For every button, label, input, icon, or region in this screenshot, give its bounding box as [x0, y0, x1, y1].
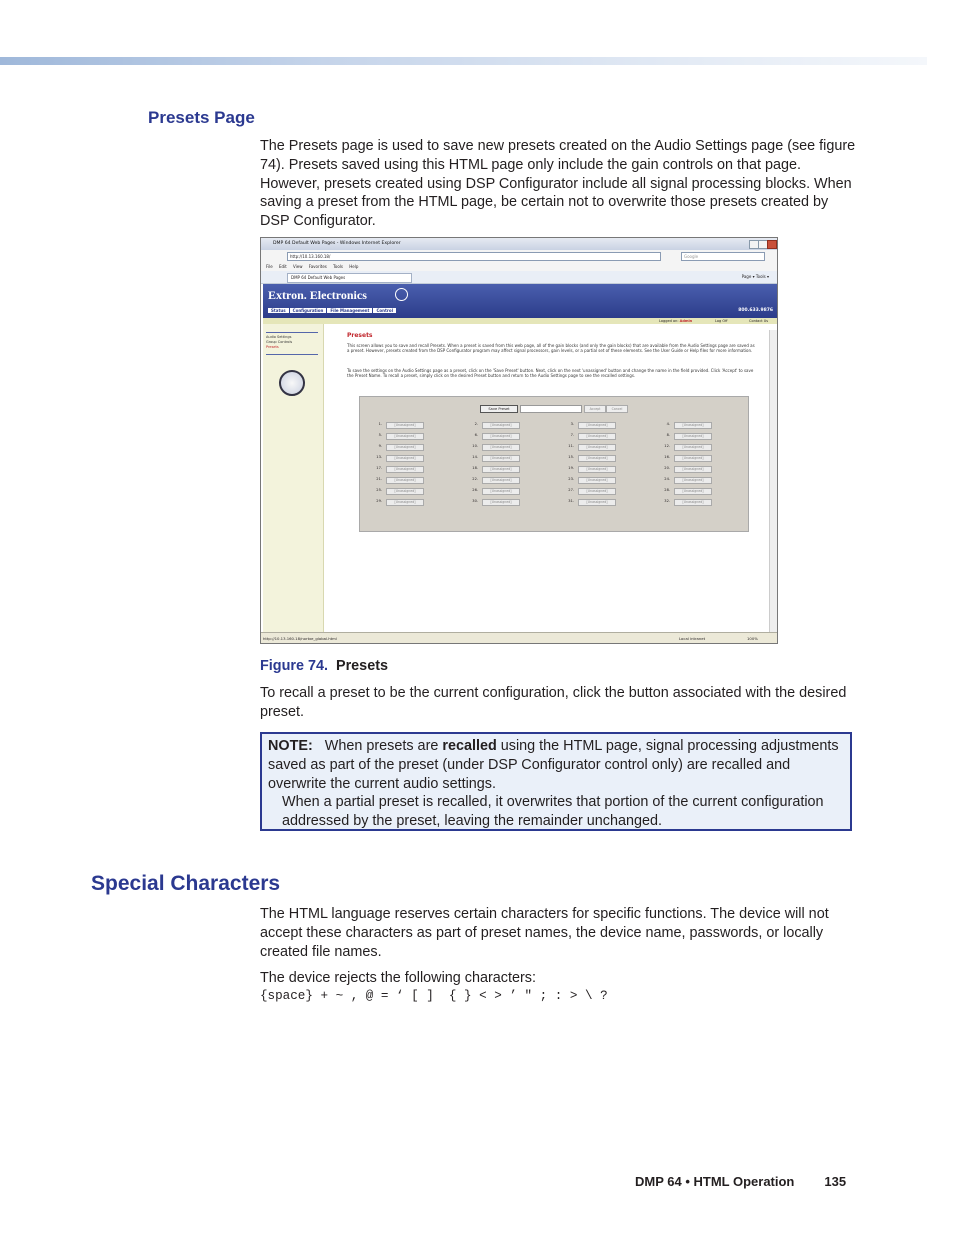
- preset-button: [Unassigned]: [482, 455, 520, 462]
- preset-button: [Unassigned]: [482, 433, 520, 440]
- preset-number: 31.: [568, 499, 574, 503]
- preset-number: 21.: [376, 477, 382, 481]
- presets-text-1: This screen allows you to save and recall Presets. When a preset is saved from this web page, all of the gain blocks (and only the gain blocks) that are available from the Audio Settings page are saved as a preset. However, presets created from the DSP Configurator program may affect signal processors, gain levels, or a partial set of these elements. See the User Guide or Help files for more information.: [347, 343, 755, 353]
- preset-button: [Unassigned]: [674, 444, 712, 451]
- preset-button: [Unassigned]: [674, 455, 712, 462]
- extron-seal-icon: [279, 370, 305, 396]
- preset-number: 23.: [568, 477, 574, 481]
- preset-number: 14.: [472, 455, 478, 459]
- side-divider: [266, 332, 318, 333]
- header-rule: [0, 57, 927, 65]
- preset-number: 27.: [568, 488, 574, 492]
- preset-number: 20.: [664, 466, 670, 470]
- preset-button: [Unassigned]: [386, 488, 424, 495]
- figure-label: Figure 74.: [260, 658, 328, 674]
- browser-tab: DMP 64 Default Web Pages: [287, 273, 412, 283]
- status-url: http://10.13.160.18/nortxe_global.html: [263, 636, 337, 641]
- side-item-presets: Presets: [266, 345, 279, 349]
- preset-button: [Unassigned]: [578, 477, 616, 484]
- note-label: NOTE:: [268, 738, 313, 754]
- side-item-audio-settings: Audio Settings: [266, 335, 292, 339]
- preset-number: 28.: [664, 488, 670, 492]
- preset-button: [Unassigned]: [674, 422, 712, 429]
- preset-number: 32.: [664, 499, 670, 503]
- preset-button: [Unassigned]: [578, 444, 616, 451]
- preset-button: [Unassigned]: [386, 477, 424, 484]
- preset-button: [Unassigned]: [482, 488, 520, 495]
- user-bar: [263, 318, 777, 324]
- note-text-post: using the HTML page, signal processing adjustments saved as part of the preset (under DSP Configurator control only) are recalled and overwrite the current audio settings.: [268, 738, 839, 792]
- footer-title: DMP 64 • HTML Operation: [635, 1174, 795, 1189]
- side-item-group-controls: Group Controls: [266, 340, 293, 344]
- logged-on: Logged on: Admin: [659, 319, 693, 323]
- menu-help: Help: [349, 264, 359, 269]
- menu-edit: Edit: [278, 264, 287, 269]
- presets-text-2: To save the settings on the Audio Settings page as a preset, click on the 'Save Preset' button. Next, click on the next 'unassigned' button and change the name in the field provided. Click 'Accept' to save the Preset Name. To recall a preset, simply click on the desired Preset button and return to the Audio Settings page to see the recalled settings.: [347, 368, 754, 378]
- section-heading-presets: Presets Page: [148, 108, 255, 127]
- ie-statusbar: [261, 632, 777, 644]
- rejects-paragraph: The device rejects the following characters:: [260, 970, 536, 986]
- preset-button: [Unassigned]: [674, 466, 712, 473]
- preset-button: [Unassigned]: [578, 488, 616, 495]
- address-field: http://10.13.160.18/: [287, 252, 661, 261]
- ie-menubar: [261, 262, 777, 271]
- extron-logo: Extron. Electronics: [268, 288, 367, 302]
- rejected-characters: {space} + ~ , @ = ‘ [ ] { } < > ’ " ; : > \ ?: [260, 989, 608, 1003]
- web-page: [261, 284, 777, 632]
- search-field: Google: [681, 252, 765, 261]
- preset-button: [Unassigned]: [674, 488, 712, 495]
- preset-number: 19.: [568, 466, 574, 470]
- preset-number: 1.: [378, 422, 382, 426]
- nav-file-management: File Management: [327, 308, 372, 313]
- menu-view: View: [293, 264, 303, 269]
- log-off-link: Log Off: [715, 319, 728, 323]
- recall-paragraph: To recall a preset to be the current configuration, click the button associated with the desired preset.: [260, 685, 847, 720]
- preset-number: 12.: [664, 444, 670, 448]
- menu-file: File: [266, 264, 273, 269]
- preset-button: [Unassigned]: [386, 455, 424, 462]
- extron-banner: [263, 284, 777, 318]
- preset-button: [Unassigned]: [386, 466, 424, 473]
- preset-number: 4.: [666, 422, 670, 426]
- menu-tools: Tools: [333, 264, 344, 269]
- preset-number: 2.: [474, 422, 478, 426]
- special-paragraph: The HTML language reserves certain characters for specific functions. The device will not accept these characters as part of preset names, the device name, passwords, or locally created file names.: [260, 906, 829, 960]
- preset-button: [Unassigned]: [578, 499, 616, 506]
- intro-paragraph: The Presets page is used to save new presets created on the Audio Settings page (see figure 74). Presets saved using this HTML page only include the gain controls on that page. However, presets created using DSP Configurator include all signal processing blocks. When saving a preset from the HTML page, be certain not to overwrite those presets created by DSP Configurator.: [260, 138, 856, 230]
- close-icon: [767, 240, 777, 249]
- preset-button: [Unassigned]: [386, 433, 424, 440]
- preset-number: 13.: [376, 455, 382, 459]
- address-bar: [261, 250, 777, 262]
- preset-number: 8.: [666, 433, 670, 437]
- preset-number: 17.: [376, 466, 382, 470]
- preset-button: [Unassigned]: [386, 422, 424, 429]
- page-footer: [635, 1174, 846, 1189]
- preset-number: 15.: [568, 455, 574, 459]
- preset-number: 26.: [472, 488, 478, 492]
- preset-button: [Unassigned]: [482, 422, 520, 429]
- extron-globe-icon: [395, 288, 408, 301]
- nav-configuration: Configuration: [290, 308, 327, 313]
- figure-title: Presets: [335, 658, 388, 674]
- preset-number: 10.: [472, 444, 478, 448]
- preset-number: 7.: [570, 433, 574, 437]
- preset-number: 18.: [472, 466, 478, 470]
- figure-caption: [260, 658, 388, 674]
- preset-button: [Unassigned]: [578, 466, 616, 473]
- nav-status: Status: [268, 308, 289, 313]
- ie-toolbar: Page ▾ Tools ▾: [741, 274, 769, 279]
- preset-button: [Unassigned]: [386, 444, 424, 451]
- note-text-pre: When presets are: [324, 738, 439, 754]
- preset-button: [Unassigned]: [482, 466, 520, 473]
- preset-button: [Unassigned]: [674, 477, 712, 484]
- preset-number: 16.: [664, 455, 670, 459]
- page-number: 135: [824, 1174, 847, 1189]
- side-menu: [263, 324, 324, 632]
- note-second: When a partial preset is recalled, it overwrites that portion of the current configuration addressed by the preset, leaving the remainder unchanged.: [282, 794, 824, 830]
- save-preset-button: Save Preset: [480, 405, 518, 413]
- preset-button: [Unassigned]: [482, 477, 520, 484]
- preset-number: 30.: [472, 499, 478, 503]
- accept-button: Accept: [584, 405, 606, 413]
- note-box: [260, 732, 852, 831]
- preset-name-field: [520, 405, 582, 413]
- scrollbar: [769, 330, 777, 644]
- preset-number: 3.: [570, 422, 574, 426]
- nav-control: Control: [373, 308, 396, 313]
- preset-number: 24.: [664, 477, 670, 481]
- zoom-level: 100%: [747, 636, 758, 641]
- preset-button: [Unassigned]: [578, 422, 616, 429]
- preset-number: 9.: [378, 444, 382, 448]
- preset-button: [Unassigned]: [482, 499, 520, 506]
- presets-title: Presets: [347, 332, 373, 339]
- preset-button: [Unassigned]: [578, 455, 616, 462]
- preset-number: 6.: [474, 433, 478, 437]
- window-title: DMP 64 Default Web Pages - Windows Internet Explorer: [273, 241, 401, 246]
- preset-number: 25.: [376, 488, 382, 492]
- side-divider: [266, 354, 318, 355]
- preset-button: [Unassigned]: [578, 433, 616, 440]
- contact-link: Contact Us: [749, 319, 769, 323]
- section-heading-special: Special Characters: [91, 872, 281, 895]
- preset-number: 29.: [376, 499, 382, 503]
- ie-tabrow: [261, 271, 777, 284]
- phone-number: 800.633.9876: [738, 308, 773, 313]
- preset-number: 22.: [472, 477, 478, 481]
- preset-number: 11.: [568, 444, 574, 448]
- cancel-button: Cancel: [606, 405, 628, 413]
- preset-number: 5.: [378, 433, 382, 437]
- note-bold: recalled: [442, 738, 497, 754]
- security-zone: Local intranet: [679, 636, 706, 641]
- menu-favorites: Favorites: [308, 264, 327, 269]
- preset-button: [Unassigned]: [674, 499, 712, 506]
- preset-button: [Unassigned]: [674, 433, 712, 440]
- presets-grid: [359, 396, 749, 532]
- top-nav: [268, 308, 397, 313]
- preset-button: [Unassigned]: [386, 499, 424, 506]
- presets-screenshot: [260, 237, 778, 644]
- preset-button: [Unassigned]: [482, 444, 520, 451]
